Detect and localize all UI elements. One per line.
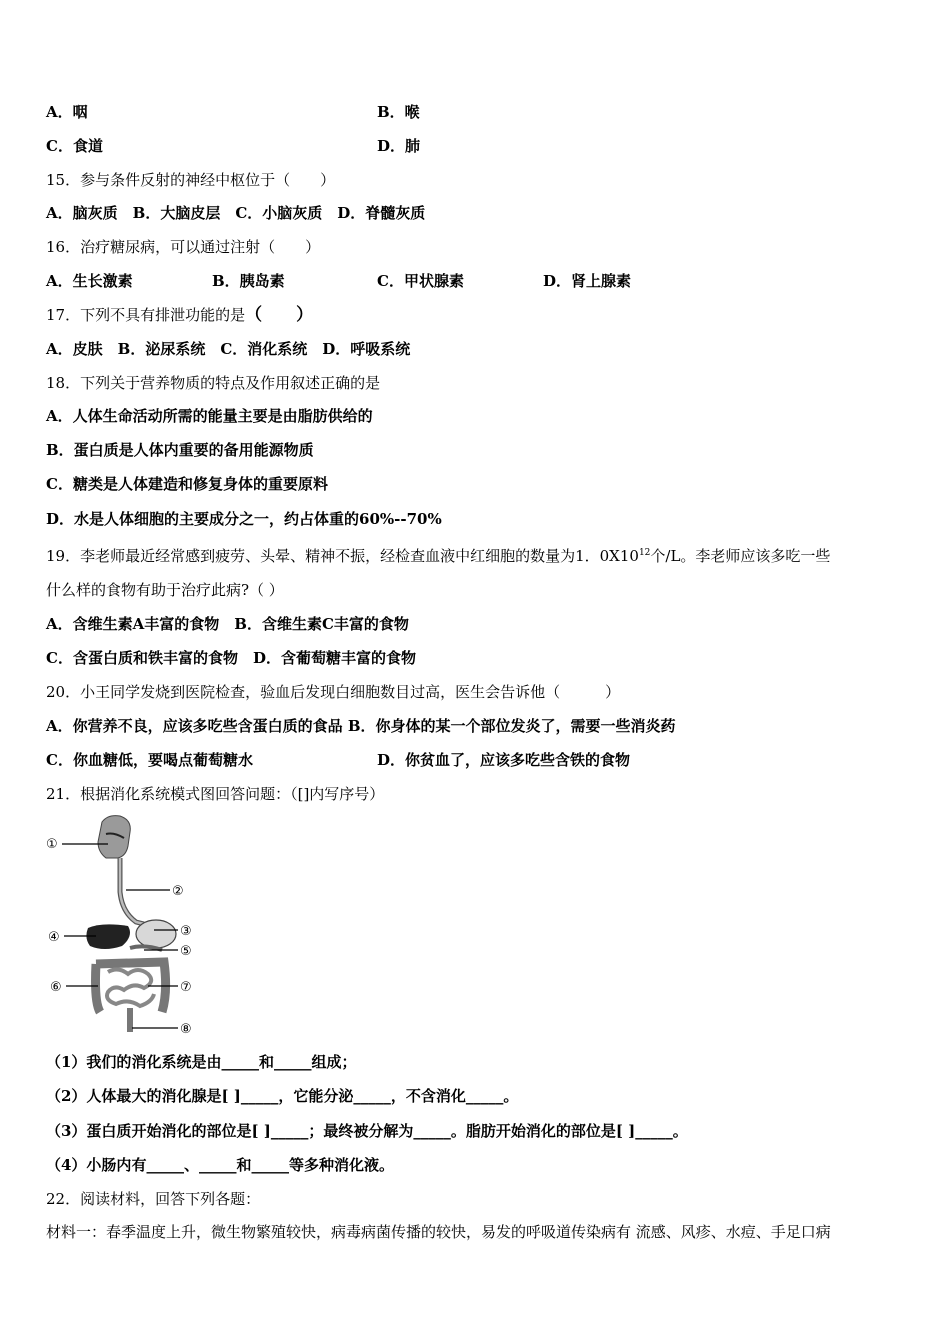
digestive-system-diagram bbox=[44, 812, 204, 1040]
q18-stem: 18．下列关于营养物质的特点及作用叙述正确的是 bbox=[46, 374, 381, 392]
label-3: ③ bbox=[180, 924, 192, 939]
q21-part-2: （2）人体最大的消化腺是[ ]_____，它能分泌_____，不含消化_____。 bbox=[46, 1087, 519, 1105]
q14-option-d: D．肺 bbox=[377, 137, 421, 155]
q21-stem: 21．根据消化系统模式图回答问题：（[]内写序号） bbox=[46, 785, 385, 803]
label-5: ⑤ bbox=[180, 944, 192, 959]
q21-part-4: （4）小肠内有_____、_____和_____等多种消化液。 bbox=[46, 1156, 394, 1174]
q18-option-a: A．人体生命活动所需的能量主要是由脂肪供给的 bbox=[46, 407, 373, 425]
q15-options: A．脑灰质 B．大脑皮层 C．小脑灰质 D．脊髓灰质 bbox=[46, 204, 426, 222]
q21-part-1: （1）我们的消化系统是由_____和_____组成； bbox=[46, 1053, 357, 1071]
esophagus bbox=[120, 858, 144, 924]
q18-option-b: B．蛋白质是人体内重要的备用能源物质 bbox=[46, 441, 314, 459]
liver bbox=[86, 924, 130, 949]
label-7: ⑦ bbox=[180, 980, 192, 995]
q16-option-b: B．胰岛素 bbox=[212, 272, 285, 290]
q16-option-a: A．生长激素 bbox=[46, 272, 133, 290]
q17-stem-text: 17．下列不具有排泄功能的是 bbox=[46, 306, 246, 324]
q17-stem bbox=[46, 305, 313, 325]
q16-option-d: D．肾上腺素 bbox=[543, 272, 632, 290]
q16-option-c: C．甲状腺素 bbox=[377, 272, 464, 290]
q19-stem-post: 个/L。李老师应该多吃一些 bbox=[650, 547, 831, 565]
q14-option-a: A．咽 bbox=[46, 103, 88, 121]
q19-options-ab: A．含维生素A丰富的食物 B．含维生素C丰富的食物 bbox=[46, 615, 409, 633]
q19-stem bbox=[46, 543, 830, 566]
label-2: ② bbox=[172, 884, 184, 899]
q22-material-1: 材料一：春季温度上升，微生物繁殖较快，病毒病菌传播的较快，易发的呼吸道传染病有 流感、风疹、水痘、手足口病 bbox=[46, 1223, 831, 1241]
q14-option-c: C．食道 bbox=[46, 137, 103, 155]
label-4: ④ bbox=[48, 930, 60, 945]
q18-option-d: D．水是人体细胞的主要成分之一，约占体重的60%--70% bbox=[46, 510, 442, 528]
q14-option-b: B．喉 bbox=[377, 103, 420, 121]
q21-part-3: （3）蛋白质开始消化的部位是[ ]_____；最终被分解为_____。脂肪开始消化的部位是[ ]_____。 bbox=[46, 1122, 688, 1140]
stomach bbox=[136, 920, 176, 948]
head-outline bbox=[98, 816, 130, 858]
q18-option-c: C．糖类是人体建造和修复身体的重要原料 bbox=[46, 475, 328, 493]
q17-options: A．皮肤 B．泌尿系统 C．消化系统 D．呼吸系统 bbox=[46, 340, 411, 358]
small-intestine bbox=[107, 969, 154, 1006]
label-1: ① bbox=[46, 837, 58, 852]
q19-exponent: 12 bbox=[638, 548, 651, 558]
label-8: ⑧ bbox=[180, 1022, 192, 1037]
q20-option-d: D．你贫血了，应该多吃些含铁的食物 bbox=[377, 751, 631, 769]
label-6: ⑥ bbox=[50, 980, 62, 995]
q15-stem: 15．参与条件反射的神经中枢位于（ ） bbox=[46, 171, 336, 189]
q20-option-c: C．你血糖低，要喝点葡萄糖水 bbox=[46, 751, 253, 769]
q17-paren: （ ） bbox=[245, 305, 314, 325]
q19-stem-pre: 19．李老师最近经常感到疲劳、头晕、精神不振，经检查血液中红细胞的数量为1．0X10 bbox=[46, 547, 639, 565]
q22-stem: 22．阅读材料，回答下列各题： bbox=[46, 1190, 261, 1208]
q20-stem: 20．小王同学发烧到医院检查，验血后发现白细胞数目过高，医生会告诉他（ ） bbox=[46, 683, 621, 701]
q16-stem: 16．治疗糖尿病，可以通过注射（ ） bbox=[46, 238, 321, 256]
esophagus-inner bbox=[120, 858, 144, 924]
q19-stem-line2: 什么样的食物有助于治疗此病?（ ） bbox=[46, 581, 284, 599]
q19-options-cd: C．含蛋白质和铁丰富的食物 D．含葡萄糖丰富的食物 bbox=[46, 649, 416, 667]
q20-options-ab: A．你营养不良，应该多吃些含蛋白质的食品 B．你身体的某一个部位发炎了，需要一些消炎药 bbox=[46, 717, 676, 735]
